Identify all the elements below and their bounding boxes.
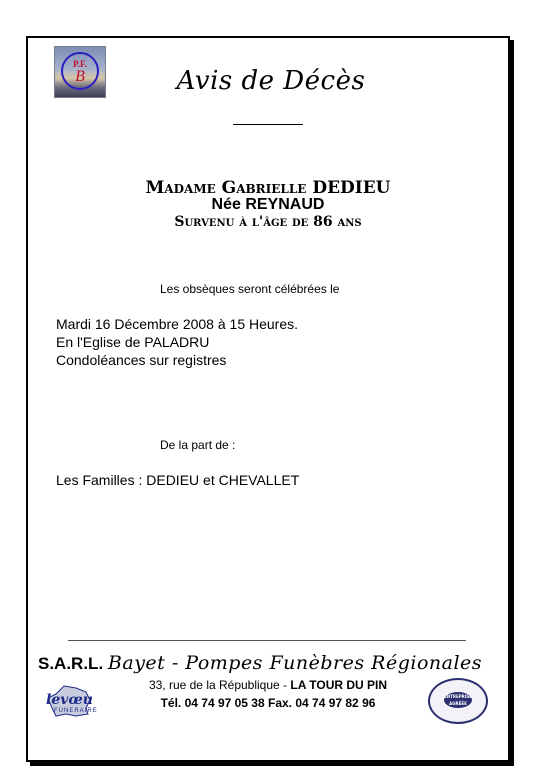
family-names: Les Familles : DEDIEU et CHEVALLET bbox=[56, 472, 300, 488]
company-name bbox=[38, 652, 498, 674]
levoeu-sub: FUNERAIRE bbox=[54, 708, 98, 714]
levoeu-logo bbox=[42, 684, 106, 718]
company-phones: Tél. 04 74 97 05 38 Fax. 04 74 97 82 96 bbox=[160, 696, 376, 710]
logo-top-text: P.F. bbox=[73, 58, 87, 69]
logo-ring bbox=[61, 52, 99, 90]
page-title: Avis de Décès bbox=[176, 66, 366, 96]
ceremony-place: En l'Eglise de PALADRU bbox=[56, 334, 210, 350]
maiden-name: Née REYNAUD bbox=[211, 196, 325, 213]
approved-seal-icon bbox=[428, 678, 488, 724]
company-script-name: Bayet - Pompes Funèbres Régionales bbox=[107, 652, 483, 674]
deceased-name: Madame Gabrielle DEDIEU bbox=[145, 178, 391, 198]
ceremony-intro: Les obsèques seront célébrées le bbox=[160, 282, 340, 296]
ceremony-date: Mardi 16 Décembre 2008 à 15 Heures. bbox=[56, 316, 299, 332]
family-intro: De la part de : bbox=[160, 438, 236, 452]
notice-frame bbox=[26, 36, 510, 762]
logo-letter: B bbox=[75, 67, 85, 85]
seal-text: ENTREPRISE AGRÉÉE bbox=[444, 694, 472, 706]
levoeu-text: levœu bbox=[46, 692, 93, 708]
condolences-line: Condoléances sur registres bbox=[56, 352, 227, 368]
age-line: Survenu à l'âge de 86 ans bbox=[174, 214, 362, 230]
title-underline bbox=[233, 124, 303, 125]
pf-logo bbox=[54, 46, 106, 98]
footer-divider bbox=[68, 640, 466, 641]
company-sarl: S.A.R.L. bbox=[38, 654, 104, 673]
address-street: 33, rue de la République - bbox=[148, 678, 291, 692]
address-city: LA TOUR DU PIN bbox=[290, 678, 388, 692]
